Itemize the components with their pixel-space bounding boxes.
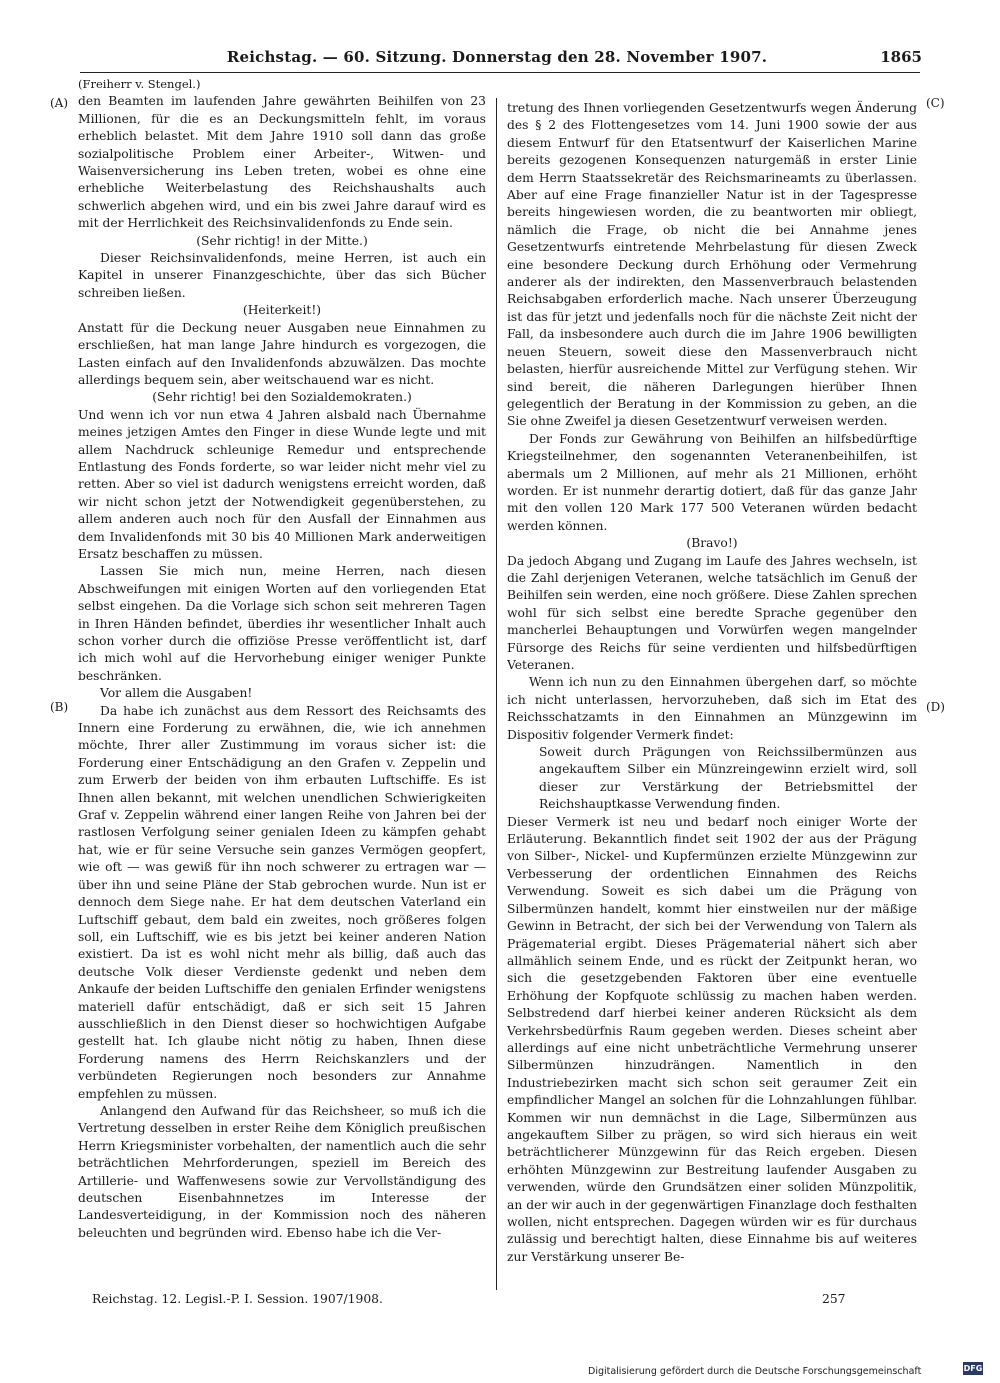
left-column [78, 76, 486, 1242]
header-rule [80, 72, 920, 73]
paragraph: tretung des Ihnen vorliegenden Gesetzentwurfs wegen Änderung des § 2 des Flottengesetzes vom 14. Juni 1900 sowie der aus diesem Entwurf für den Etatsentwurf der Kaiserlichen Marine bereits gezogenen Konsequenzen naturgemäß in erster Linie dem Herrn Staatssekretär des Reichsmarineamts zu überlassen. Aber auf eine Frage finanzieller Natur ist in der Tagespresse bereits hingewiesen worden, die zu beantworten mir obliegt, nämlich die Frage, ob nicht die bei Annahme jenes Gesetzentwurfs eintretende Mehrbelastung für diesen Zweck eine besondere Deckung durch Erhöhung oder Vermehrung anderer als der indirekten, den Massenverbrauch belastenden Reichsabgaben erforderlich mache. Nach unserer Überzeugung ist das für jetzt und jedenfalls noch für die nächste Zeit nicht der Fall, da insbesondere auch durch die im Jahre 1906 bewilligten neuen Steuern, soweit diese den Massenverbrauch nicht belasten, hierfür ausreichende Mittel zur Verfügung stehen. Wir sind bereit, die näheren Darlegungen hierüber Ihnen gelegentlich der Beratung in der Kommission zu geben, an die Sie ohne Zweifel ja diesen Gesetzentwurf verweisen werden. [507, 101, 917, 429]
right-column [507, 100, 917, 1266]
column-divider [496, 98, 497, 1290]
paragraph: Soweit durch Prägungen von Reichssilbermünzen aus angekauftem Silber ein Münzreingewinn erzielt wird, soll dieser zur Verstärkung der Betriebsmittel der Reichshauptkasse Verwendung finden. [539, 745, 917, 812]
interjection: (Bravo!) [686, 536, 738, 551]
page-number: 1865 [880, 48, 922, 66]
speaker-name: (Freiherr v. Stengel.) [78, 77, 201, 91]
margin-mark-c: (C) [926, 96, 945, 110]
paragraph: Anstatt für die Deckung neuer Ausgaben neue Einnahmen zu erschließen, hat man lange Jahre hindurch es vorgezogen, die Lasten einfach auf den Invalidenfonds abzuwälzen. Das mochte allerdings bequem sein, aber weitschauend war es nicht. [78, 320, 486, 387]
interjection: (Sehr richtig! bei den Sozialdemokraten.) [152, 390, 412, 405]
footer-sheet-number: 257 [822, 1292, 846, 1306]
margin-mark-a: (A) [50, 96, 69, 110]
margin-mark-d: (D) [926, 700, 945, 714]
interjection: (Sehr richtig! in der Mitte.) [196, 233, 368, 248]
paragraph: Der Fonds zur Gewährung von Beihilfen an hilfsbedürftige Kriegsteilnehmer, den sogenannten Veteranenbeihilfen, ist abermals um 2 Millionen, auf mehr als 21 Millionen, erhöht worden. Er ist nunmehr derartig dotiert, daß für das ganze Jahr mit den vollen 120 Mark 177 500 Veteranen würden bedacht werden können. [507, 431, 917, 533]
paragraph: Und wenn ich vor nun etwa 4 Jahren alsbald nach Übernahme meines jetzigen Amtes den Finger in diese Wunde legte und mit allem Nachdruck schleunige Remedur und entsprechende Entlastung des Fonds forderte, so war leider nicht mehr viel zu retten. Aber so viel ist dadurch wenigstens erreicht worden, daß wir nicht schon jetzt der Notwendigkeit gegenüberstehen, zu allem anderen auch noch für den Ausfall der Einnahmen aus dem Invalidenfonds mit 30 bis 40 Millionen Mark anderweitigen Ersatz beschaffen zu müssen. [78, 407, 486, 561]
paragraph: den Beamten im laufenden Jahre gewährten Beihilfen von 23 Millionen, für die es an Deckungsmitteln fehlt, im voraus erheblich belastet. Mit dem Jahre 1910 soll dann das große sozialpolitische Problem einer Arbeiter-, Witwen- und Waisenversicherung ins Leben treten, wobei es ohne eine erhebliche Weiterbelastung des Reichshaushalts auch schwerlich abgehen wird, und ein bis zwei Jahre darauf wird es mit der Herrlichkeit des Reichsinvalidenfonds zu Ende sein. [78, 94, 486, 231]
page-header-title: Reichstag. — 60. Sitzung. Donnerstag den 28. November 1907. [226, 48, 768, 66]
footer-session-info: Reichstag. 12. Legisl.-P. I. Session. 1907/1908. [92, 1292, 383, 1306]
margin-mark-b: (B) [50, 700, 69, 714]
paragraph: Dieser Reichsinvalidenfonds, meine Herren, ist auch ein Kapitel in unserer Finanzgeschichte, über das sich Bücher schreiben ließen. [78, 251, 486, 300]
dfg-logo: DFG [963, 1364, 983, 1373]
paragraph: Lassen Sie mich nun, meine Herren, nach diesen Abschweifungen mit einigen Worten auf den vorliegenden Etat selbst eingehen. Da die Vorlage sich schon seit mehreren Tagen in Ihren Händen befindet, überdies ihr wesentlicher Inhalt auch schon vorher durch die offiziöse Presse veröffentlicht ist, darf ich mich wohl auf die Hervorhebung einiger weniger Punkte beschränken. [78, 564, 486, 683]
digitization-credit: Digitalisierung gefördert durch die Deutsche Forschungsgemeinschaft [588, 1366, 922, 1377]
interjection: (Heiterkeit!) [242, 303, 322, 318]
paragraph: Wenn ich nun zu den Einnahmen übergehen darf, so möchte ich nicht unterlassen, hervorzuheben, daß sich im Etat des Reichsschatzamts in den Einnahmen an Münzgewinn im Dispositiv folgender Vermerk findet: [507, 675, 917, 742]
paragraph: Anlangend den Aufwand für das Reichsheer, so muß ich die Vertretung desselben in erster Reihe dem Königlich preußischen Herrn Kriegsminister vorbehalten, der namentlich auch die sehr beträchtlichen Mehrforderungen, speziell im Bereich des Artillerie- und Waffenwesens sowie zur Vervollständigung des deutschen Eisenbahnnetzes im Interesse der Landesverteidigung, in der Kommission noch des näheren beleuchten und begründen wird. Ebenso habe ich die Ver- [78, 1103, 486, 1240]
paragraph: Da jedoch Abgang und Zugang im Laufe des Jahres wechseln, ist die Zahl derjenigen Veteranen, welche tatsächlich im Genuß der Beihilfen sein werden, eine noch größere. Diese Zahlen sprechen wohl für sich selbst eine beredte Sprache gegenüber den mancherlei Behauptungen und Vorwürfen wegen mangelnder Fürsorge des Reichs für seine verdienten und hilfsbedürftigen Veteranen. [507, 553, 917, 672]
paragraph: Dieser Vermerk ist neu und bedarf noch einiger Worte der Erläuterung. Bekanntlich findet seit 1902 der aus der Prägung von Silber-, Nickel- und Kupfermünzen erzielte Münzgewinn zur Verbesserung der ordentlichen Einnahmen des Reichs Verwendung. Soweit es sich dabei um die Prägung von Silbermünzen handelt, kommt hier einstweilen nur der mäßige Gewinn in Betracht, der sich bei der Verwendung von Talern als Prägematerial ergibt. Dieses Prägematerial nähert sich aber allmählich seinem Ende, und es rückt der Zeitpunkt heran, wo sich die gesetzgebenden Faktoren über eine eventuelle Erhöhung der Kopfquote schlüssig zu machen haben werden. Selbstredend darf hierbei keiner anderen Rücksicht als dem Verkehrsbedürfnis Raum gegeben werden. Dieses scheint aber allerdings auf eine nicht unbeträchtliche Vermehrung unserer Silbermünzen hinzudrängen. Namentlich in den Industriebezirken macht sich schon seit geraumer Zeit ein empfindlicher Mangel an solchen für die Lohnzahlungen fühlbar. Kommen wir nun demnächst in die Lage, Silbermünzen aus angekauftem Silber zu prägen, so wird sich hieraus ein weit beträchtlicherer Münzgewinn für das Reich ergeben. Diesen erhöhten Münzgewinn zur Bestreitung laufender Ausgaben zu verwenden, würde den Grundsätzen einer soliden Münzpolitik, an der wir auch in der gegenwärtigen Finanzlage doch festhalten wollen, nicht entsprechen. Dagegen würden wir es für durchaus zulässig und berechtigt halten, diese Einnahme bis auf weiteres zur Verstärkung unserer Be- [507, 814, 917, 1264]
page-header [72, 48, 922, 68]
paragraph: Vor allem die Ausgaben! [100, 686, 253, 701]
paragraph: Da habe ich zunächst aus dem Ressort des Reichsamts des Innern eine Forderung zu erwähnen, die, wie ich annehmen möchte, Ihrer aller Zustimmung im voraus sicher ist: die Forderung einer Entschädigung an den Grafen v. Zeppelin und zum Erwerb der beiden von ihm erbauten Luftschiffe. Es ist Ihnen allen bekannt, mit welchen unendlichen Schwierigkeiten Graf v. Zeppelin während einer langen Reihe von Jahren bei der rastlosen Verfolgung seiner genialen Ideen zu kämpfen gehabt hat, wie er für seine Versuche sein ganzes Vermögen geopfert, wie oft — was gewiß für ihn noch schwerer zu ertragen war — über ihn und seine Pläne der Stab gebrochen wurde. Nun ist er dennoch dem Siege nahe. Er hat dem deutschen Vaterland ein Luftschiff gebaut, dem bald ein zweites, noch größeres folgen soll, ein Luftschiff, wie es bis jetzt bei keiner anderen Nation existiert. Da ist es wohl nicht mehr als billig, daß auch das deutsche Volk dieser Verdienste gedenkt und neben dem Ankaufe der beiden Luftschiffe den genialen Erfinder wenigstens materiell dafür entschädigt, daß er sich seit 15 Jahren ausschließlich in den Dienst dieser so hochwichtigen Aufgabe gestellt hat. Ich glaube nicht nötig zu haben, Ihnen diese Forderung namens des Herrn Reichskanzlers und der verbündeten Regierungen noch besonders zur Annahme empfehlen zu müssen. [78, 703, 486, 1101]
